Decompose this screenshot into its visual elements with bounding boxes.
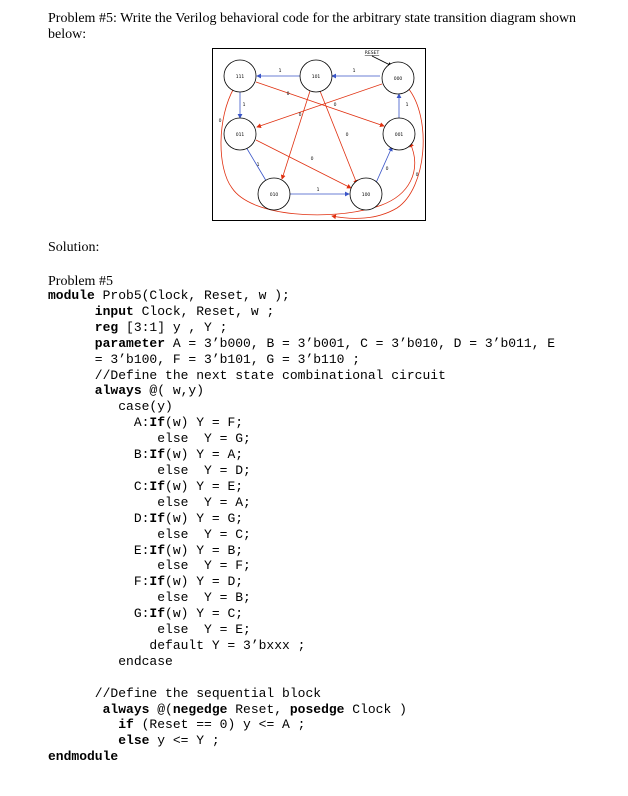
code-line: else Y = G; <box>48 431 251 447</box>
code-text: C: <box>48 478 150 494</box>
node-100 <box>350 178 382 210</box>
code-text: @( <box>149 701 173 717</box>
code-text: D: <box>48 510 150 526</box>
edge-label: 1 <box>316 188 320 193</box>
problem-statement: Problem #5: Write the Verilog behavioral code for the arbitrary state transition diagram shown below: <box>48 11 577 42</box>
code-keyword: input <box>48 303 134 319</box>
node-001 <box>383 118 415 150</box>
code-text: @( w,y) <box>141 383 205 399</box>
node-010 <box>258 178 290 210</box>
code-comment: //Define the next state combinational circuit <box>48 367 446 383</box>
code-keyword: parameter <box>48 335 166 351</box>
code-text: [3:1] y , Y ; <box>118 319 228 335</box>
svg-text:101: 101 <box>311 75 321 80</box>
svg-text:011: 011 <box>235 133 245 138</box>
code-text: (w) Y = G; <box>165 510 244 526</box>
edge-label: 1 <box>242 103 246 108</box>
code-keyword: If <box>149 606 166 622</box>
code-line: else Y = E; <box>48 622 251 638</box>
code-text: Clock ) <box>344 701 407 717</box>
svg-text:010: 010 <box>269 193 279 198</box>
problem-number: Problem #5 <box>48 274 113 289</box>
code-keyword: endmodule <box>48 749 119 765</box>
code-keyword: If <box>149 478 166 494</box>
code-text: F: <box>48 574 150 590</box>
code-text: Reset, <box>227 701 290 717</box>
code-line: else Y = D; <box>48 462 251 478</box>
code-text: (w) Y = B; <box>165 542 244 558</box>
edge-label: 1 <box>256 163 260 168</box>
edge-label: 0 <box>310 157 314 162</box>
code-keyword: negedge <box>172 701 228 717</box>
code-keyword: always <box>48 701 150 717</box>
code-line: else Y = A; <box>48 494 251 510</box>
edge-label: 0 <box>298 113 302 118</box>
edge-label: 0 <box>286 92 290 97</box>
code-keyword: If <box>149 510 166 526</box>
code-keyword: If <box>149 415 166 431</box>
node-000 <box>382 62 414 94</box>
edge-label: 1 <box>278 69 282 74</box>
solution-label: Solution: <box>48 240 100 255</box>
code-text: (w) Y = E; <box>165 478 244 494</box>
code-keyword: else <box>48 733 150 749</box>
code-text: E: <box>48 542 150 558</box>
code-text: y <= Y ; <box>149 733 220 749</box>
code-keyword: If <box>149 542 166 558</box>
edge-label: 0 <box>218 119 222 124</box>
code-keyword: posedge <box>289 701 345 717</box>
code-line: else Y = F; <box>48 558 251 574</box>
edge-label: 0 <box>415 173 419 178</box>
code-line: else Y = B; <box>48 590 251 606</box>
code-line: = 3’b100, F = 3’b101, G = 3’b110 ; <box>48 351 361 367</box>
verilog-code-block <box>48 288 555 765</box>
code-text: Clock, Reset, w ; <box>133 303 275 319</box>
edge-label: 1 <box>352 69 356 74</box>
code-text: A: <box>48 415 150 431</box>
edge-label: 0 <box>345 133 349 138</box>
code-keyword: reg <box>48 319 119 335</box>
code-text: A = 3’b000, B = 3’b001, C = 3’b010, D = 3’b011, E <box>165 335 556 351</box>
code-keyword: module <box>48 288 95 303</box>
edge-label: 1 <box>405 103 409 108</box>
code-line: else Y = C; <box>48 526 251 542</box>
code-text: (w) Y = F; <box>165 415 244 431</box>
code-text: (w) Y = D; <box>165 574 244 590</box>
code-comment: //Define the sequential block <box>48 685 322 701</box>
state-transition-diagram <box>212 48 426 221</box>
svg-text:001: 001 <box>394 133 404 138</box>
reset-label: RESET <box>364 51 380 56</box>
svg-text:000: 000 <box>393 77 403 82</box>
edge-label: 0 <box>385 167 389 172</box>
code-line: case(y) <box>48 399 173 415</box>
code-keyword: If <box>149 574 166 590</box>
svg-text:111: 111 <box>235 75 245 80</box>
code-text: B: <box>48 447 150 463</box>
code-text: Prob5(Clock, Reset, w ); <box>94 288 290 303</box>
code-keyword: always <box>48 383 142 399</box>
code-text: (w) Y = A; <box>165 447 244 463</box>
code-keyword: if <box>48 717 134 733</box>
edge-label: 0 <box>333 103 337 108</box>
node-111 <box>224 60 256 92</box>
code-text: G: <box>48 606 150 622</box>
code-line: default Y = 3’bxxx ; <box>48 637 306 653</box>
code-text: (Reset == 0) y <= A ; <box>133 717 306 733</box>
code-keyword: If <box>149 447 166 463</box>
code-line: endcase <box>48 653 173 669</box>
node-101 <box>300 60 332 92</box>
code-text: (w) Y = C; <box>165 606 244 622</box>
svg-text:100: 100 <box>361 193 371 198</box>
node-011 <box>224 118 256 150</box>
